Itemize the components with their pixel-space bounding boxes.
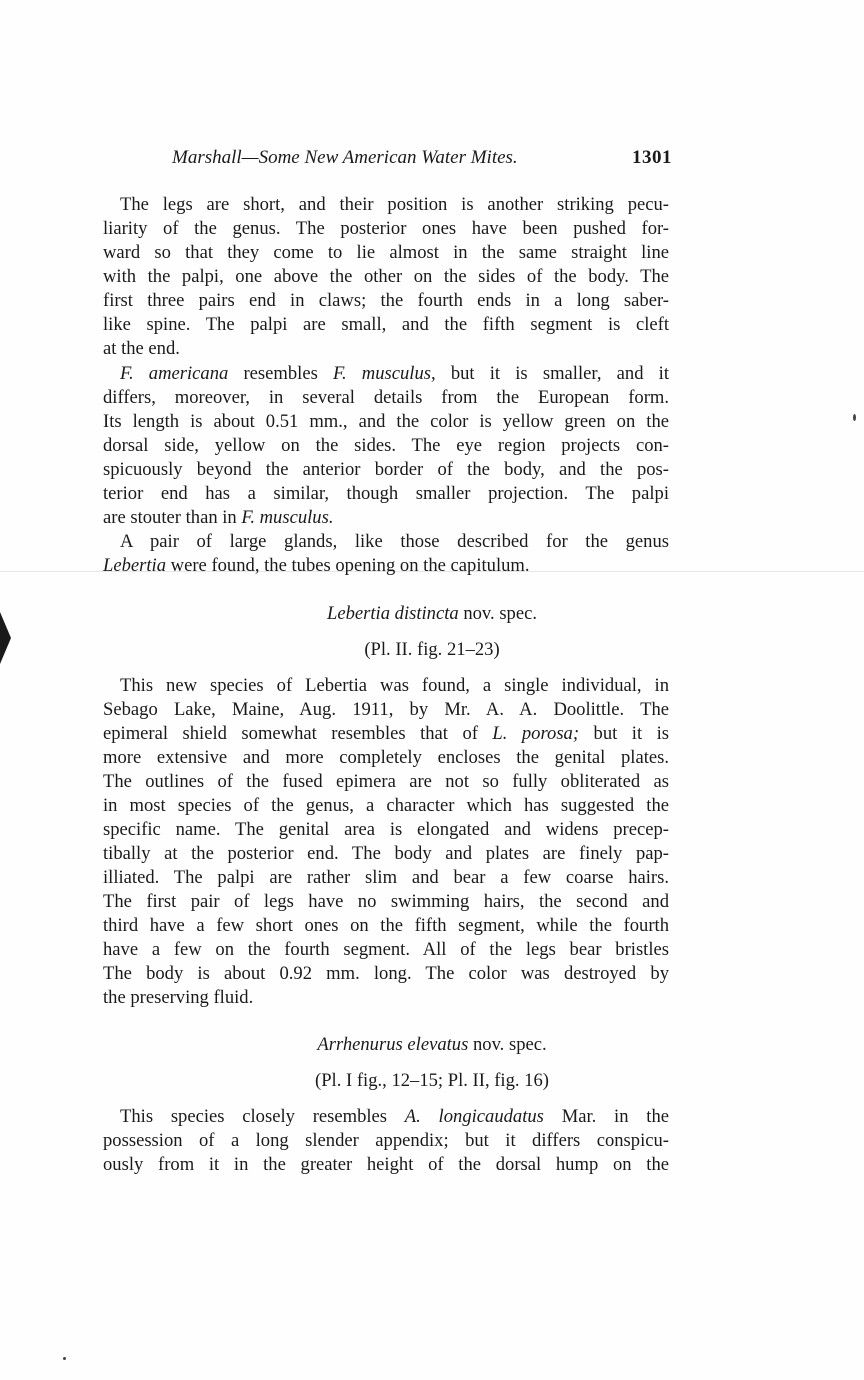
species-name: Arrhenurus elevatus [317,1034,469,1055]
text-line: specific name. The genital area is elongated and widens precep- [103,819,669,840]
text-line: ously from it in the greater height of the dorsal hump on the [103,1154,669,1175]
paragraph-legs [103,193,669,361]
species-name: Lebertia distincta [326,603,459,624]
text-run: Mar. in the [543,1106,669,1127]
species-name: L. porosa; [492,723,580,744]
text-run: nov. spec. [468,1034,547,1055]
species-name: F. musculus, [333,363,436,384]
text-line: in most species of the genus, a character which has suggested the [103,795,669,816]
text-line [103,362,669,386]
text-line: This new species of Lebertia was found, a single individual, in [120,675,669,696]
text-run: This species closely resembles [120,1106,405,1127]
text-line: ward so that they come to lie almost in the same straight line [103,242,669,263]
text-line [103,722,669,746]
text-line: have a few on the fourth segment. All of the legs bear bristles [103,939,669,960]
text-run: epimeral shield somewhat resembles that of [103,723,493,744]
text-run: but it is smaller, and it [435,363,669,384]
ink-speck [853,414,856,421]
paragraph-lebertia-description [103,674,669,1010]
text-line: A pair of large glands, like those described for the genus [120,531,669,552]
text-run: resembles [228,363,334,384]
text-line: third have a few short ones on the fifth segment, while the fourth [103,915,669,936]
paragraph-americana [103,362,669,530]
text-line [103,554,669,578]
text-line: possession of a long slender appendix; but it differs conspicu- [103,1130,669,1151]
text-line: tibally at the posterior end. The body and plates are finely pap- [103,843,669,864]
text-line: the preserving fluid. [103,987,254,1008]
page-number: 1301 [632,147,672,168]
text-run: but it is [579,723,669,744]
text-line: like spine. The palpi are small, and the fifth segment is cleft [103,314,669,335]
text-line: The legs are short, and their position is another striking pecu- [120,194,669,215]
ink-speck [63,1357,66,1360]
text-line: with the palpi, one above the other on the sides of the body. The [103,266,669,287]
text-line: more extensive and more completely encloses the genital plates. [103,747,669,768]
text-line: The body is about 0.92 mm. long. The color was destroyed by [103,963,669,984]
text-line: dorsal side, yellow on the sides. The eye region projects con- [103,435,669,456]
text-line: illiated. The palpi are rather slim and bear a few coarse hairs. [103,867,669,888]
species-heading-lebertia [0,602,864,626]
text-line: The first pair of legs have no swimming hairs, the second and [103,891,669,912]
species-name: A. longicaudatus [404,1106,544,1127]
text-line: The outlines of the fused epimera are not so fully obliterated as [103,771,669,792]
text-run: were found, the tubes opening on the capitulum. [166,555,530,576]
text-line [103,1105,669,1129]
text-line: liarity of the genus. The posterior ones have been pushed for- [103,218,669,239]
text-line: first three pairs end in claws; the fourth ends in a long saber- [103,290,669,311]
species-name: F. americana [120,363,229,384]
paragraph-arrhenurus-description [103,1105,669,1177]
text-line: Sebago Lake, Maine, Aug. 1911, by Mr. A. A. Doolittle. The [103,699,669,720]
text-line [103,506,669,530]
text-run: nov. spec. [458,603,538,624]
plate-reference: (Pl. II. fig. 21–23) [364,639,500,660]
plate-reference: (Pl. I fig., 12–15; Pl. II, fig. 16) [315,1070,549,1091]
running-head [172,146,672,170]
species-name: F. musculus. [241,507,334,528]
species-heading-arrhenurus [0,1033,864,1057]
text-line: spicuously beyond the anterior border of the body, and the pos- [103,459,669,480]
paragraph-glands [103,530,669,578]
text-line: differs, moreover, in several details from the European form. [103,387,669,408]
genus-name: Lebertia [103,555,167,576]
running-title: Marshall—Some New American Water Mites. [172,147,518,168]
text-line: terior end has a similar, though smaller projection. The palpi [103,483,669,504]
text-line: at the end. [103,338,180,359]
text-line: Its length is about 0.51 mm., and the color is yellow green on the [103,411,669,432]
text-run: are stouter than in [103,507,242,528]
